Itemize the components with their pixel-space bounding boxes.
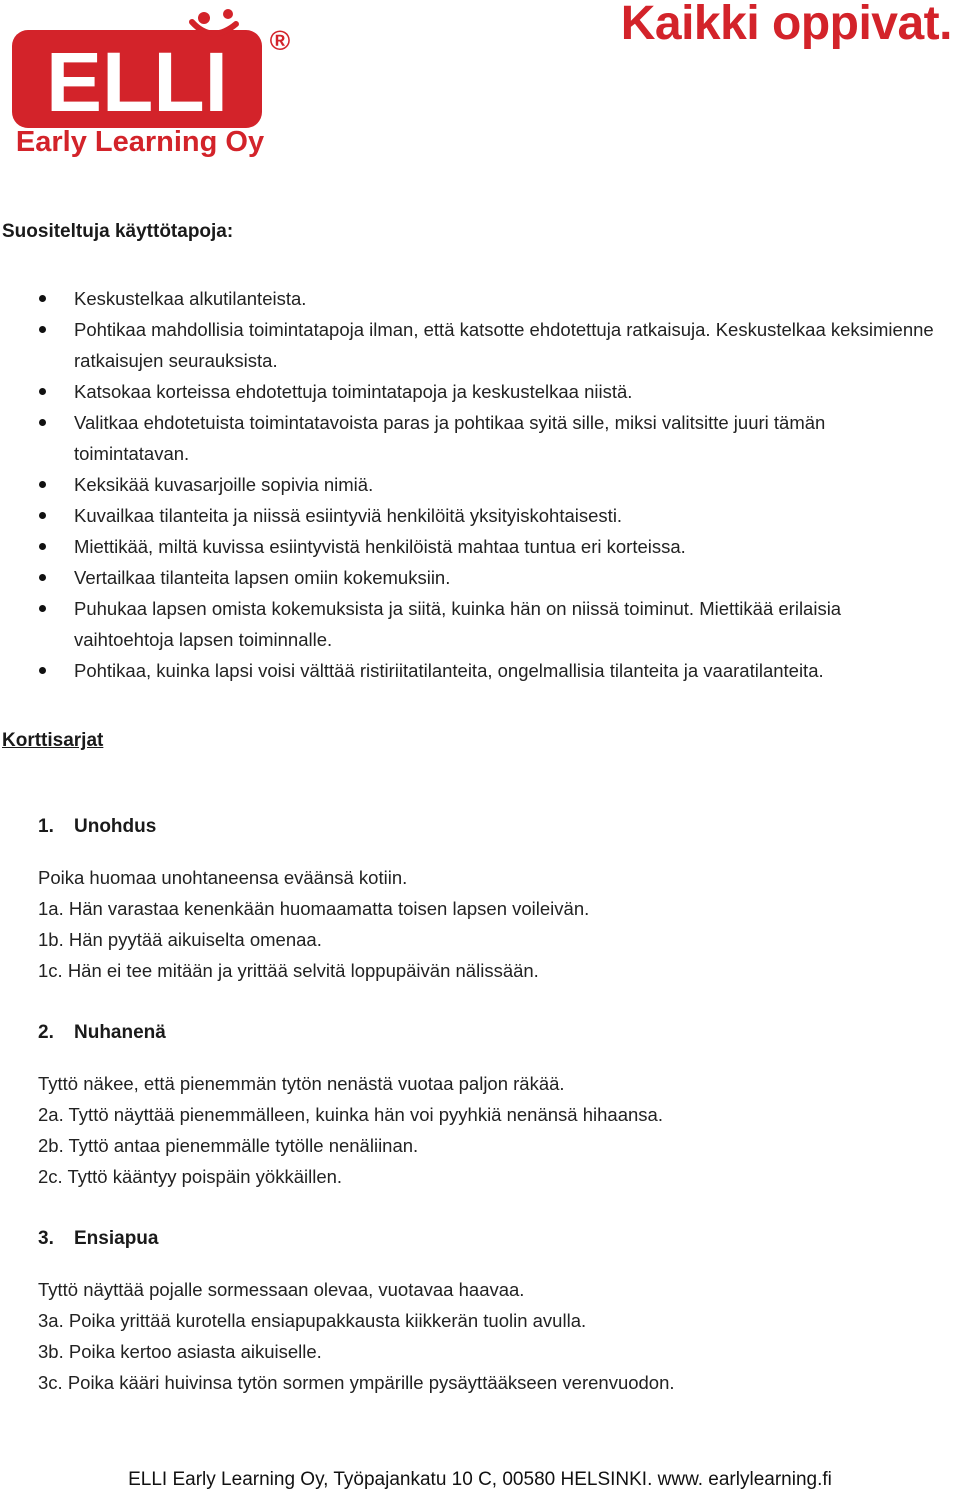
series-title [38,1018,938,1048]
series-line: Tyttö näyttää pojalle sormessaan olevaa, vuotavaa haavaa. [38,1279,525,1300]
slogan: Kaikki oppivat. [620,0,952,50]
series-line: 2a. Tyttö näyttää pienemmälleen, kuinka hän voi pyyhkiä nenänsä hihaansa. [38,1104,663,1125]
list-item: Pohtikaa, kuinka lapsi voisi välttää ristiriitatilanteita, ongelmallisia tilanteita ja vaaratilanteita. [0,655,940,686]
series-title [38,812,938,842]
series-name: Ensiapua [74,1228,159,1249]
list-item: Pohtikaa mahdollisia toimintatapoja ilman, että katsotte ehdotettuja ratkaisuja. Keskustelkaa keksimienne ratkaisujen seurauksista. [0,314,940,376]
usage-heading: Suositeltuja käyttötapoja: [2,221,234,242]
series-heading: Korttisarjat [2,730,104,751]
series-name: Unohdus [74,816,157,837]
list-item: Kuvailkaa tilanteita ja niissä esiintyviä henkilöitä yksityiskohtaisesti. [0,500,940,531]
series-1 [38,812,938,986]
series-line: 1b. Hän pyytää aikuiselta omenaa. [38,929,322,950]
list-item: Keksikää kuvasarjoille sopivia nimiä. [0,469,940,500]
series-number: 2. [38,1022,54,1043]
series-line: 3b. Poika kertoo asiasta aikuiselle. [38,1341,322,1362]
list-item: Vertailkaa tilanteita lapsen omiin kokemuksiin. [0,562,940,593]
logo-subtitle: Early Learning Oy [15,126,265,158]
series-line: 3a. Poika yrittää kurotella ensiapupakkausta kiikkerän tuolin avulla. [38,1310,587,1331]
series-lines [38,1068,938,1192]
usage-list [0,283,940,686]
logo-text: ELLI [46,35,228,129]
series-title [38,1224,938,1254]
series-line: 3c. Poika kääri huivinsa tytön sormen ympärille pysäyttääkseen verenvuodon. [38,1372,675,1393]
list-item: Puhukaa lapsen omista kokemuksista ja siitä, kuinka hän on niissä toiminut. Miettikää erilaisia vaihtoehtoja lapsen toiminnalle. [0,593,940,655]
list-item: Miettikää, miltä kuvissa esiintyvistä henkilöistä mahtaa tuntua eri korteissa. [0,531,940,562]
list-item: Keskustelkaa alkutilanteista. [0,283,940,314]
series-2 [38,1018,938,1192]
series-name: Nuhanenä [74,1022,166,1043]
footer-address: ELLI Early Learning Oy, Työpajankatu 10 C, 00580 HELSINKI. www. earlylearning.fi [128,1469,832,1490]
series-number: 1. [38,816,54,837]
list-item: Valitkaa ehdotetuista toimintatavoista paras ja pohtikaa syitä sille, miksi valitsitte juuri tämän toimintatavan. [0,407,940,469]
series-line: 1a. Hän varastaa kenenkään huomaamatta toisen lapsen voileivän. [38,898,590,919]
series-lines [38,862,938,986]
series-3 [38,1224,938,1398]
registered-mark: ® [269,25,291,56]
list-item: Katsokaa korteissa ehdotettuja toimintatapoja ja keskustelkaa niistä. [0,376,940,407]
series-line: 2c. Tyttö kääntyy poispäin yökkäillen. [38,1166,343,1187]
series-line: Poika huomaa unohtaneensa eväänsä kotiin. [38,867,408,888]
series-line: Tyttö näkee, että pienemmän tytön nenästä vuotaa paljon räkää. [38,1073,565,1094]
series-number: 3. [38,1228,54,1249]
smiley-icon [192,9,236,34]
series-lines [38,1274,938,1398]
elli-logo [8,8,300,158]
series-line: 2b. Tyttö antaa pienemmälle tytölle nenäliinan. [38,1135,419,1156]
series-line: 1c. Hän ei tee mitään ja yrittää selvitä loppupäivän nälissään. [38,960,539,981]
